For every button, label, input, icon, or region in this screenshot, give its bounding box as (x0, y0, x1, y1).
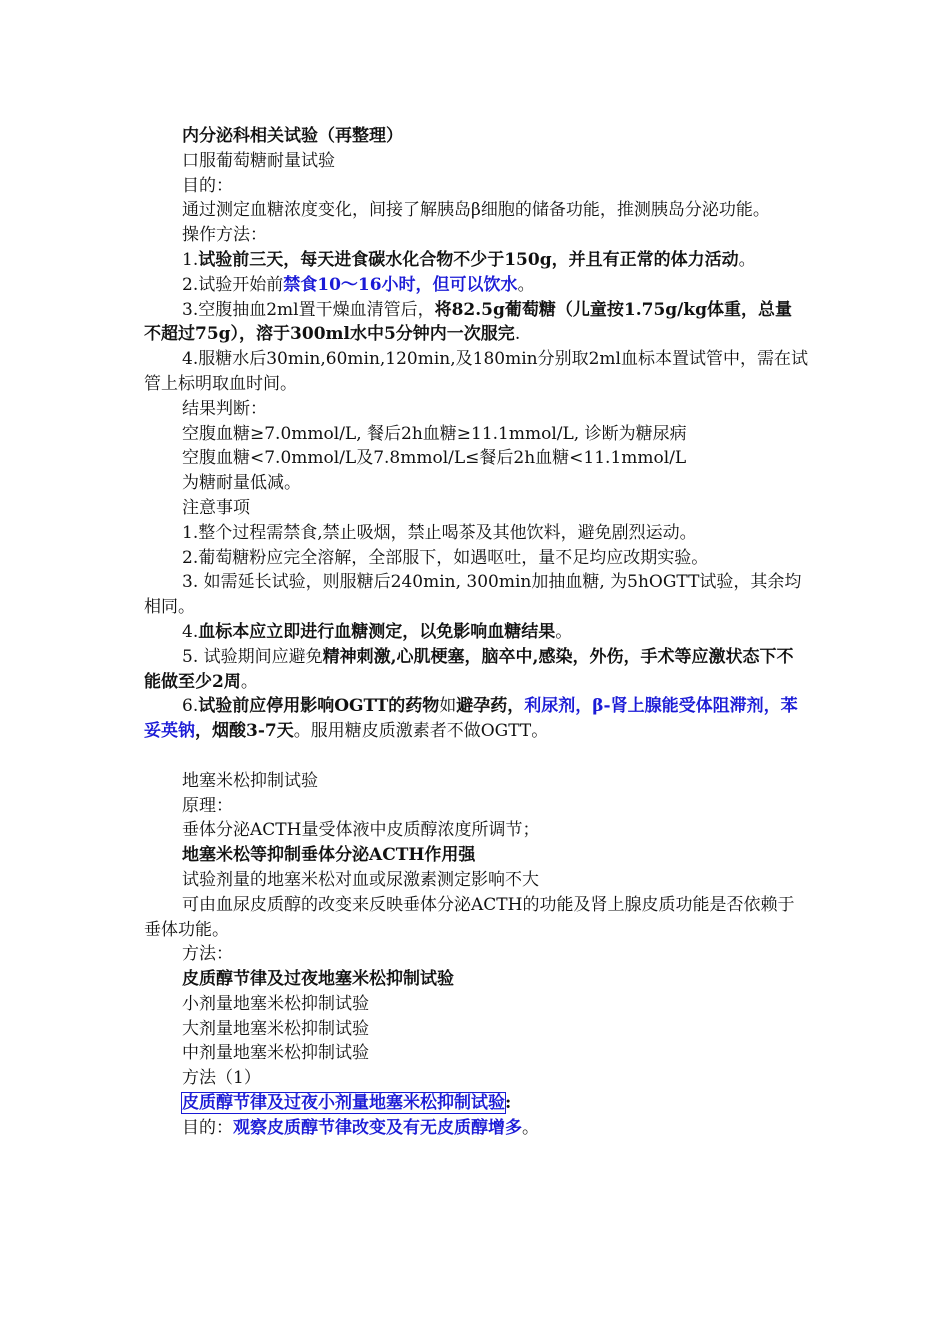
dex-method-1: 皮质醇节律及过夜地塞米松抑制试验 (182, 969, 454, 990)
ogtt-note-4: 4.血标本应立即进行血糖测定，以免影响血糖结果。 (182, 621, 573, 642)
blank-line (144, 744, 808, 769)
dex-principle-label: 原理： (182, 795, 233, 816)
ogtt-note-2: 2.葡萄糖粉应完全溶解，全部服下，如遇呕吐，量不足均应改期实验。 (182, 547, 709, 568)
dex-principle-3: 试验剂量的地塞米松对血或尿激素测定影响不大 (182, 869, 539, 890)
ogtt-purpose-text: 通过测定血糖浓度变化，间接了解胰岛β细胞的储备功能，推测胰岛分泌功能。 (182, 200, 770, 221)
dex-heading: 地塞米松抑制试验 (182, 770, 318, 791)
ogtt-result-3: 为糖耐量低减。 (182, 473, 301, 494)
ogtt-note-3: 3. 如需延长试验，则服糖后240min, 300min加抽血糖, 为5hOGTT试验，其余均相同。 (144, 572, 802, 618)
ogtt-result-1: 空腹血糖≥7.0mmol/L, 餐后2h血糖≥11.1mmol/L, 诊断为糖尿病 (182, 423, 687, 444)
ogtt-step-3: 3.空腹抽血2ml置干燥血清管后，将82.5g葡萄糖（儿童按1.75g/kg体重，总量不超过75g），溶于300ml水中5分钟内一次服完. (144, 299, 793, 345)
ogtt-step-2: 2.试验开始前禁食10～16小时，但可以饮水。 (182, 274, 535, 295)
ogtt-result-label: 结果判断： (182, 398, 267, 419)
ogtt-note-1: 1.整个过程需禁食,禁止吸烟，禁止喝茶及其他饮料，避免剧烈运动。 (182, 522, 697, 543)
ogtt-purpose-label: 目的： (182, 175, 233, 196)
ogtt-note-5: 5. 试验期间应避免精神刺激,心肌梗塞，脑卒中,感染，外伤，手术等应激状态下不能做至少2周。 (144, 646, 794, 692)
document-page (144, 124, 808, 1141)
ogtt-heading: 口服葡萄糖耐量试验 (182, 150, 335, 171)
dex-principle-1: 垂体分泌ACTH量受体液中皮质醇浓度所调节； (182, 820, 540, 841)
ogtt-note-6: 6.试验前应停用影响OGTT的药物如避孕药，利尿剂，β-肾上腺能受体阻滞剂，苯妥英钠，烟酸3-7天。服用糖皮质激素者不做OGTT。 (144, 696, 798, 742)
ogtt-step-4: 4.服糖水后30min,60min,120min,及180min分别取2ml血标本置试管中，需在试管上标明取血时间。 (144, 349, 808, 394)
ogtt-result-2: 空腹血糖<7.0mmol/L及7.8mmol/L≤餐后2h血糖<11.1mmol/L (182, 448, 687, 469)
ogtt-method-label: 操作方法： (182, 225, 267, 246)
dex-method-2: 小剂量地塞米松抑制试验 (182, 993, 369, 1014)
dex-method-4: 中剂量地塞米松抑制试验 (182, 1043, 369, 1064)
ogtt-notes-label: 注意事项 (182, 497, 250, 518)
dex-principle-2: 地塞米松等抑制垂体分泌ACTH作用强 (182, 845, 476, 866)
dex-method-3: 大剂量地塞米松抑制试验 (182, 1018, 369, 1039)
dex-method-label: 方法： (182, 944, 233, 965)
dex-method-link[interactable]: 皮质醇节律及过夜小剂量地塞米松抑制试验 (182, 1093, 505, 1114)
dex-purpose: 目的：观察皮质醇节律改变及有无皮质醇增多。 (182, 1117, 539, 1138)
dex-principle-4: 可由血尿皮质醇的改变来反映垂体分泌ACTH的功能及肾上腺皮质功能是否依赖于垂体功能。 (144, 894, 795, 940)
dex-method-6: 皮质醇节律及过夜小剂量地塞米松抑制试验: (182, 1093, 512, 1114)
dex-method-5: 方法（1） (182, 1068, 261, 1089)
ogtt-step-1: 1.试验前三天，每天进食碳水化合物不少于150g，并且有正常的体力活动。 (182, 249, 756, 270)
document-title: 内分泌科相关试验（再整理） (182, 126, 403, 146)
